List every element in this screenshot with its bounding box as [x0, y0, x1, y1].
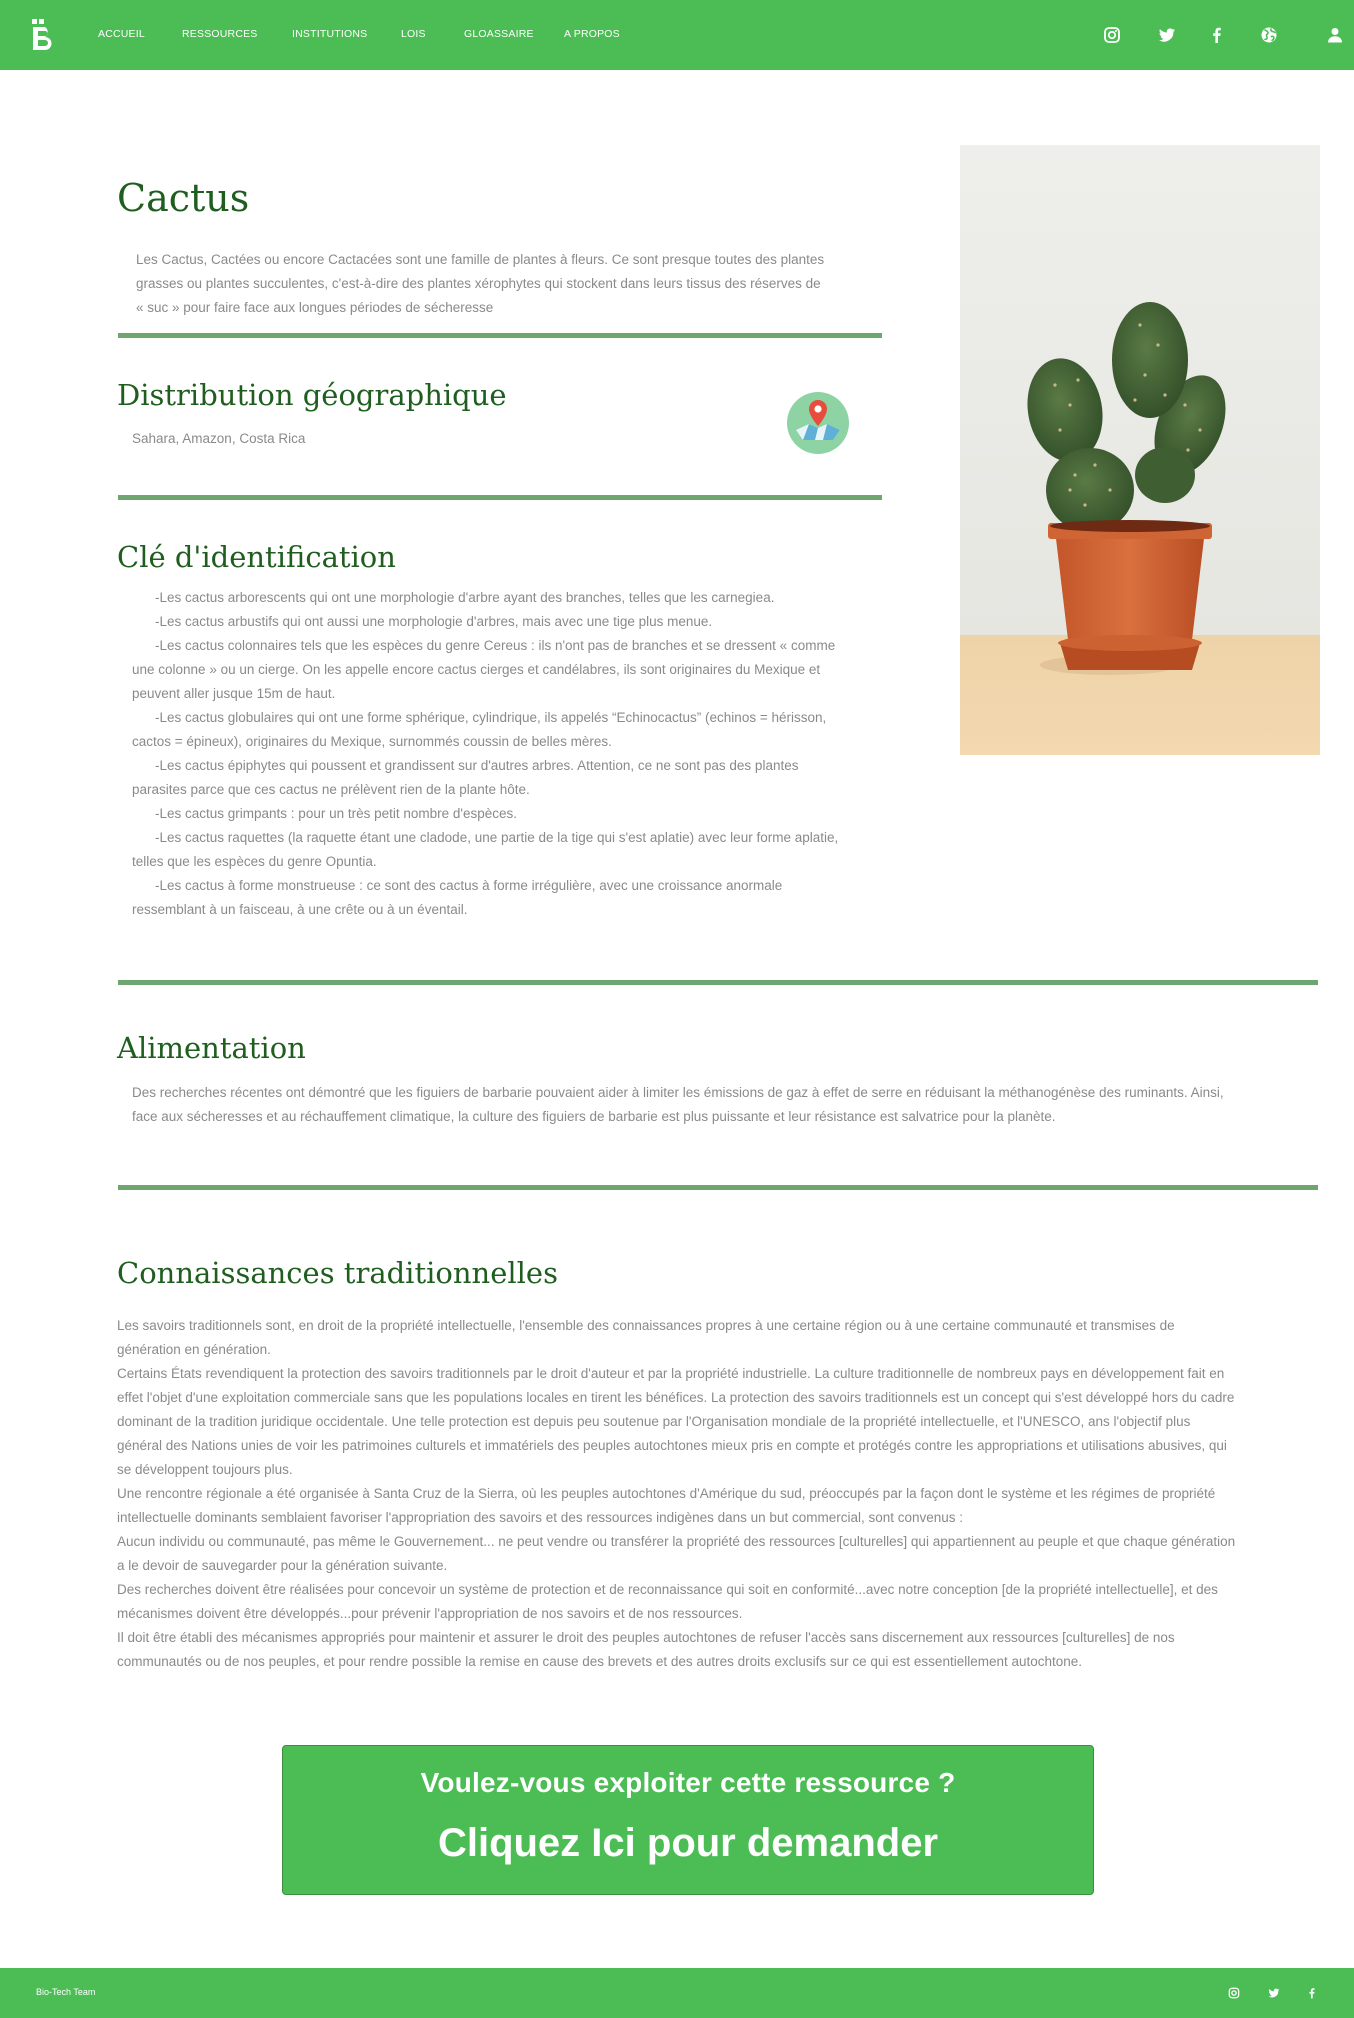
intro-paragraph: Les Cactus, Cactées ou encore Cactacées sont une famille de plantes à fleurs. Ce sont presque toutes des plantes grasses ou plantes succulentes, c'est-à-dire des plantes xérophytes qui stockent dans leurs tissus des réserves de « suc » pour faire face aux longues périodes de sécheresse: [136, 252, 825, 315]
geo-distribution-text: Sahara, Amazon, Costa Rica: [132, 431, 306, 446]
list-item: -Les cactus arbustifs qui ont aussi une morphologie d'arbres, mais avec une tige plus menue.: [155, 614, 713, 629]
footer-brand: Bio-Tech Team: [36, 1987, 96, 1997]
section-divider: [118, 333, 882, 338]
paragraph: Certains États revendiquent la protection des savoirs traditionnels par le droit d'auteur et par la propriété industrielle. La culture traditionnelle de nombreux pays en développement fait en effet l'objet d'une exploitation commerciale sans que les populations locales en tirent les bénéfices. La protection des savoirs traditionnels est un concept qui s'est développé hors du cadre dominant de la tradition juridique occidentale. Une telle protection est depuis peu soutenue par l'Organisation mondiale de la propriété intellectuelle, et l'UNESCO, ans l'objectif plus général des Nations unies de voir les patrimoines culturels et immatériels des peuples autochtones mieux pris en compte et protégés contre les appropriations et utilisations abusives, qui se développent toujours plus.: [117, 1366, 1235, 1477]
request-button[interactable]: Cliquez Ici pour demander: [437, 1821, 939, 1865]
section-divider: [118, 1185, 1318, 1190]
globe-icon[interactable]: [1258, 24, 1280, 46]
list-item: -Les cactus colonnaires tels que les espèces du genre Cereus : ils n'ont pas de branches et se dressent « comme une colonne » ou un cierge. On les appelle encore cactus cierges et candélabres, ils sont originaires du Mexique et peuvent aller jusque 15m de haut.: [132, 638, 836, 701]
facebook-icon[interactable]: [1303, 1984, 1321, 2002]
alimentation-heading: Alimentation: [117, 1031, 306, 1065]
paragraph: Une rencontre régionale a été organisée à Santa Cruz de la Sierra, où les peuples autochtones d'Amérique du sud, préoccupés par la façon dont le système et les régimes de propriété intellectuelle dominants semblaient favoriser l'appropriation des savoirs et des ressources indigènes dans un but commercial, sont convenus :: [117, 1486, 1216, 1525]
nav-link-ressources[interactable]: RESSOURCES: [182, 28, 258, 40]
twitter-icon[interactable]: [1156, 24, 1178, 46]
identification-heading: Clé d'identification: [117, 540, 396, 574]
twitter-icon[interactable]: [1265, 1984, 1283, 2002]
section-divider: [118, 980, 1318, 985]
list-item: -Les cactus à forme monstrueuse : ce sont des cactus à forme irrégulière, avec une croissance anormale ressemblant à un faisceau, à une crête ou à un éventail.: [132, 878, 783, 917]
nav-link-glossaire[interactable]: GLOASSAIRE: [464, 28, 534, 40]
nav-link-accueil[interactable]: ACCUEIL: [98, 28, 145, 40]
alimentation-text: Des recherches récentes ont démontré que les figuiers de barbarie pouvaient aider à limiter les émissions de gaz à effet de serre en réduisant la méthanogénèse des ruminants. Ainsi, face aux sécheresses et au réchauffement climatique, la culture des figuiers de barbarie est plus puissante et leur résistance est salvatrice pour la planète.: [132, 1085, 1224, 1124]
geo-distribution-heading: Distribution géographique: [117, 378, 507, 412]
top-navbar: [0, 0, 1354, 70]
request-resource-cta[interactable]: [282, 1745, 1094, 1895]
nav-link-a-propos[interactable]: A PROPOS: [564, 28, 620, 40]
list-item: -Les cactus arborescents qui ont une morphologie d'arbre ayant des branches, telles que les carnegiea.: [155, 590, 775, 605]
instagram-icon[interactable]: [1225, 1984, 1243, 2002]
traditional-knowledge-heading: Connaissances traditionnelles: [117, 1256, 558, 1290]
paragraph: Il doit être établi des mécanismes appropriés pour maintenir et assurer le droit des peuples autochtones de refuser l'accès sans discernement aux ressources [culturelles] de nos communautés ou de nos peuples, et pour rendre possible la remise en cause des brevets et des autres droits exclusifs sur ce qui est essentiellement autochtone.: [117, 1630, 1175, 1669]
list-item: -Les cactus raquettes (la raquette étant une cladode, une partie de la tige qui s'est aplatie) avec leur forme aplatie, telles que les espèces du genre Opuntia.: [132, 830, 839, 869]
list-item: -Les cactus épiphytes qui poussent et grandissent sur d'autres arbres. Attention, ce ne sont pas des plantes parasites parce que ces cactus ne prélèvent rien de la plante hôte.: [132, 758, 799, 797]
traditional-knowledge-text: [117, 1314, 1237, 1674]
list-item: -Les cactus globulaires qui ont une forme sphérique, cylindrique, ils appelés “Echinocactus” (echinos = hérisson, cactos = épineux), originaires du Mexique, surnommés coussin de belles mères.: [132, 710, 827, 749]
map-pin-icon[interactable]: [787, 392, 849, 454]
paragraph: Aucun individu ou communauté, pas même le Gouvernement... ne peut vendre ou transférer la propriété des ressources [culturelles] qui appartiennent au peuple et que chaque génération a le devoir de sauvegarder pour la génération suivante.: [117, 1534, 1236, 1573]
section-divider: [118, 495, 882, 500]
identification-list: [132, 586, 842, 922]
paragraph: Les savoirs traditionnels sont, en droit de la propriété intellectuelle, l'ensemble des connaissances propres à une certaine région ou à une certaine communauté et transmises de génération en génération.: [117, 1318, 1175, 1357]
facebook-icon[interactable]: [1206, 24, 1228, 46]
site-footer: [0, 1968, 1354, 2018]
paragraph: Des recherches doivent être réalisées pour concevoir un système de protection et de reconnaissance qui soit en conformité...avec notre conception [de la propriété intellectuelle], et des mécanismes doivent être développés...pour prévenir l'appropriation de nos savoirs et de nos ressources.: [117, 1582, 1218, 1621]
logo-b-icon: [30, 19, 56, 51]
cta-question: Voulez-vous exploiter cette ressource ?: [420, 1767, 956, 1798]
nav-link-institutions[interactable]: INSTITUTIONS: [292, 28, 368, 40]
list-item: -Les cactus grimpants : pour un très petit nombre d'espèces.: [155, 806, 518, 821]
cactus-photo: [960, 145, 1320, 755]
instagram-icon[interactable]: [1101, 24, 1123, 46]
page-title: Cactus: [117, 176, 250, 220]
user-icon[interactable]: [1324, 24, 1346, 46]
site-logo[interactable]: [30, 19, 56, 51]
nav-link-lois[interactable]: LOIS: [401, 28, 426, 40]
